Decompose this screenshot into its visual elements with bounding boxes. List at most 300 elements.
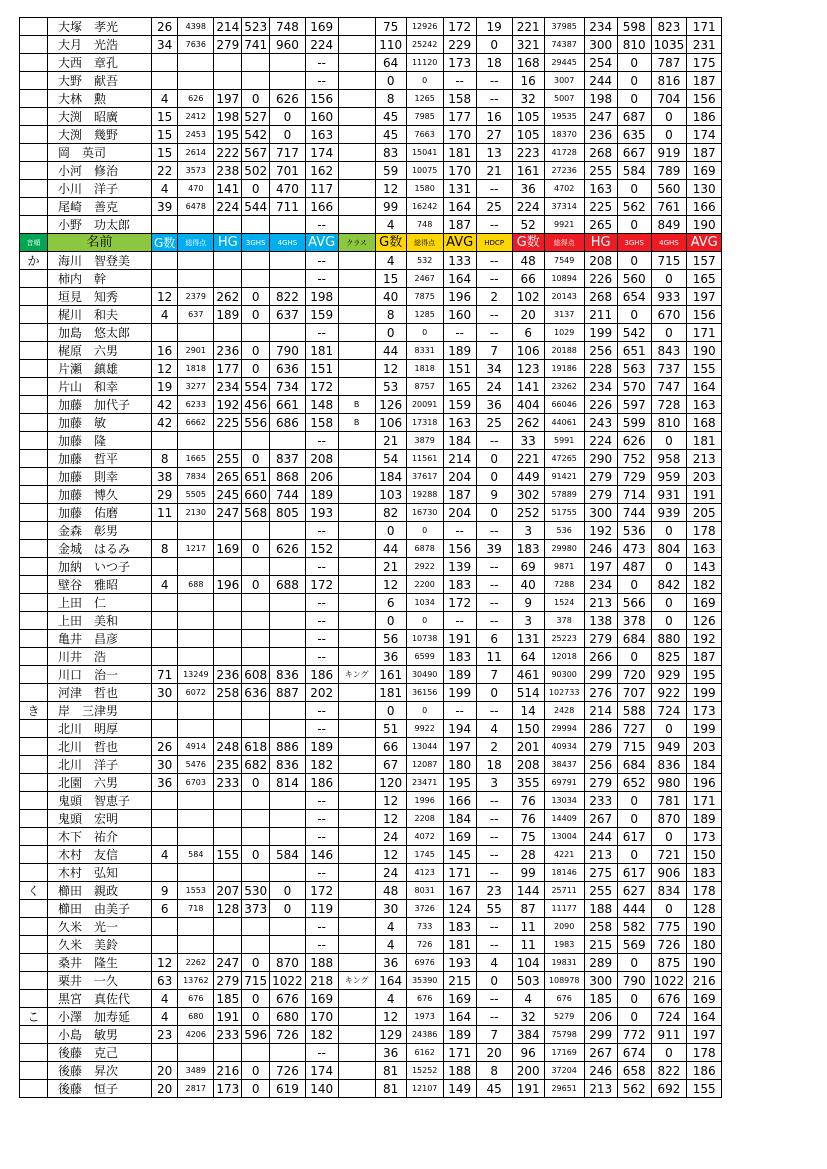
c-total-cell: 75798 (544, 1026, 584, 1044)
c-avg-cell: 203 (687, 468, 722, 486)
name-cell: 木村 友信 (48, 846, 152, 864)
class-cell (338, 450, 375, 468)
initial-cell (20, 648, 48, 666)
initial-cell (20, 810, 48, 828)
a-4ghs-cell: 676 (270, 990, 306, 1008)
c-games-cell: 52 (512, 216, 544, 234)
a-4ghs-cell: 0 (270, 900, 306, 918)
a-avg-cell: 174 (305, 1062, 338, 1080)
table-row (20, 162, 722, 180)
a-total-cell: 6478 (178, 198, 214, 216)
c-hg-cell: 279 (584, 468, 617, 486)
a-hg-cell (214, 612, 242, 630)
c-avg-cell: 163 (687, 540, 722, 558)
c-3ghs-cell: 598 (617, 18, 651, 36)
c-4ghs-cell: 670 (651, 306, 687, 324)
table-row (20, 324, 722, 342)
c-games-cell: 223 (512, 144, 544, 162)
b-games-cell: 0 (375, 522, 406, 540)
a-hg-cell (214, 936, 242, 954)
a-games-cell: 11 (152, 504, 178, 522)
b-avg-cell: 171 (443, 1044, 476, 1062)
c-avg-cell: 126 (687, 612, 722, 630)
b-total-cell: 726 (406, 936, 443, 954)
c-hg-cell: 289 (584, 954, 617, 972)
c-3ghs-cell: 597 (617, 396, 651, 414)
a-avg-cell: 189 (305, 486, 338, 504)
class-cell (338, 72, 375, 90)
c-avg-cell: 195 (687, 666, 722, 684)
c-games-cell: 105 (512, 126, 544, 144)
a-games-cell: 22 (152, 162, 178, 180)
a-4ghs-cell: 734 (270, 378, 306, 396)
table-row (20, 792, 722, 810)
a-hg-cell: 173 (214, 1080, 242, 1098)
a-games-cell (152, 594, 178, 612)
b-total-cell: 1034 (406, 594, 443, 612)
a-total-cell: 13249 (178, 666, 214, 684)
a-hg-cell: 245 (214, 486, 242, 504)
table-row (20, 576, 722, 594)
b-hdcp-cell: 25 (476, 414, 512, 432)
a-total-cell (178, 324, 214, 342)
b-avg-cell: 167 (443, 882, 476, 900)
a-hg-cell: 191 (214, 1008, 242, 1026)
c-avg-cell: 169 (687, 990, 722, 1008)
table-row (20, 432, 722, 450)
b-total-cell: 0 (406, 72, 443, 90)
b-total-cell: 1996 (406, 792, 443, 810)
a-4ghs-cell: 470 (270, 180, 306, 198)
class-cell (338, 1044, 375, 1062)
name-cell: 梶川 和夫 (48, 306, 152, 324)
a-4ghs-cell: 887 (270, 684, 306, 702)
a-games-cell: 26 (152, 18, 178, 36)
a-avg-cell: 169 (305, 990, 338, 1008)
c-total-cell: 38437 (544, 756, 584, 774)
table-row (20, 648, 722, 666)
a-games-cell: 23 (152, 1026, 178, 1044)
name-cell: 鬼頭 宏明 (48, 810, 152, 828)
name-cell: 後藤 恒子 (48, 1080, 152, 1098)
class-cell (338, 630, 375, 648)
a-4ghs-cell: 584 (270, 846, 306, 864)
c-4ghs-cell: 0 (651, 126, 687, 144)
c-total-cell: 19831 (544, 954, 584, 972)
b-hdcp-cell: 13 (476, 144, 512, 162)
c-hg-cell: 290 (584, 450, 617, 468)
a-avg-cell: 224 (305, 36, 338, 54)
initial-cell (20, 774, 48, 792)
a-games-cell: 4 (152, 576, 178, 594)
b-games-cell: 56 (375, 630, 406, 648)
b-total-cell: 12926 (406, 18, 443, 36)
b-hdcp-cell: 21 (476, 162, 512, 180)
c-games-cell: 514 (512, 684, 544, 702)
b-avg-cell: 169 (443, 990, 476, 1008)
c-hg-cell: 197 (584, 558, 617, 576)
a-hg-cell: 225 (214, 414, 242, 432)
b-games-cell: 48 (375, 882, 406, 900)
c-3ghs-cell: 714 (617, 486, 651, 504)
c-3ghs-cell: 744 (617, 504, 651, 522)
c-4ghs-cell: 0 (651, 900, 687, 918)
c-4ghs-cell: 842 (651, 576, 687, 594)
a-total-cell (178, 792, 214, 810)
b-avg-cell: 149 (443, 1080, 476, 1098)
a-total-cell: 718 (178, 900, 214, 918)
c-4ghs-cell: 737 (651, 360, 687, 378)
b-avg-cell: 181 (443, 936, 476, 954)
a-games-cell: 16 (152, 342, 178, 360)
b-games-cell: 12 (375, 810, 406, 828)
b-total-cell: 16242 (406, 198, 443, 216)
name-cell: 北園 六男 (48, 774, 152, 792)
initial-cell (20, 918, 48, 936)
b-games-cell: 0 (375, 324, 406, 342)
b-avg-cell: 164 (443, 198, 476, 216)
a-hg-cell: 192 (214, 396, 242, 414)
b-hdcp-cell: 27 (476, 126, 512, 144)
table-row (20, 36, 722, 54)
a-3ghs-cell (242, 72, 270, 90)
class-cell (338, 594, 375, 612)
b-total-cell: 1973 (406, 1008, 443, 1026)
a-avg-cell: -- (305, 720, 338, 738)
c-games-cell: 503 (512, 972, 544, 990)
a-games-cell (152, 324, 178, 342)
c-hg-cell: 256 (584, 756, 617, 774)
class-cell (338, 252, 375, 270)
a-hg-cell (214, 54, 242, 72)
c-3ghs-cell: 582 (617, 918, 651, 936)
c-games-cell: 404 (512, 396, 544, 414)
name-cell: 片山 和幸 (48, 378, 152, 396)
a-avg-cell: 166 (305, 198, 338, 216)
initial-cell (20, 378, 48, 396)
c-4ghs-cell: 1035 (651, 36, 687, 54)
c-total-cell: 3137 (544, 306, 584, 324)
a-games-cell: 20 (152, 1080, 178, 1098)
a-avg-cell: -- (305, 810, 338, 828)
a-4ghs-cell (270, 594, 306, 612)
a-games-cell (152, 936, 178, 954)
a-3ghs-cell: 502 (242, 162, 270, 180)
c-4ghs-cell: 0 (651, 432, 687, 450)
name-cell: 岸 三津男 (48, 702, 152, 720)
a-4ghs-cell (270, 72, 306, 90)
c-games-cell: 123 (512, 360, 544, 378)
a-total-cell: 2262 (178, 954, 214, 972)
c-avg-cell: 180 (687, 936, 722, 954)
header-b-avg-cell: AVG (443, 234, 476, 252)
b-games-cell: 36 (375, 1044, 406, 1062)
b-total-cell: 35390 (406, 972, 443, 990)
b-games-cell: 181 (375, 684, 406, 702)
c-avg-cell: 169 (687, 162, 722, 180)
header-c-games-cell: G数 (512, 234, 544, 252)
b-games-cell: 129 (375, 1026, 406, 1044)
a-3ghs-cell: 715 (242, 972, 270, 990)
b-games-cell: 24 (375, 864, 406, 882)
c-total-cell: 37314 (544, 198, 584, 216)
a-hg-cell: 185 (214, 990, 242, 1008)
a-hg-cell: 233 (214, 1026, 242, 1044)
b-games-cell: 4 (375, 990, 406, 1008)
header-a-4ghs-cell: 4GHS (270, 234, 306, 252)
c-3ghs-cell: 0 (617, 306, 651, 324)
c-hg-cell: 279 (584, 774, 617, 792)
initial-cell (20, 864, 48, 882)
a-hg-cell (214, 630, 242, 648)
c-3ghs-cell: 444 (617, 900, 651, 918)
c-avg-cell: 181 (687, 432, 722, 450)
header-a-hg-cell: HG (214, 234, 242, 252)
b-total-cell: 10075 (406, 162, 443, 180)
initial-cell (20, 990, 48, 1008)
a-hg-cell (214, 702, 242, 720)
c-total-cell: 13034 (544, 792, 584, 810)
name-cell: 小島 敏男 (48, 1026, 152, 1044)
a-hg-cell: 214 (214, 18, 242, 36)
b-avg-cell: 184 (443, 810, 476, 828)
c-games-cell: 3 (512, 522, 544, 540)
a-3ghs-cell: 0 (242, 990, 270, 1008)
b-games-cell: 12 (375, 846, 406, 864)
b-games-cell: 164 (375, 972, 406, 990)
class-cell (338, 540, 375, 558)
c-total-cell: 69791 (544, 774, 584, 792)
a-games-cell (152, 54, 178, 72)
a-hg-cell: 238 (214, 162, 242, 180)
initial-cell (20, 306, 48, 324)
a-avg-cell: 172 (305, 378, 338, 396)
c-4ghs-cell: 906 (651, 864, 687, 882)
a-3ghs-cell: 523 (242, 18, 270, 36)
bowling-score-table (19, 17, 722, 1098)
b-total-cell: 8757 (406, 378, 443, 396)
b-avg-cell: 124 (443, 900, 476, 918)
c-games-cell: 150 (512, 720, 544, 738)
c-avg-cell: 168 (687, 414, 722, 432)
b-hdcp-cell: 34 (476, 360, 512, 378)
c-total-cell: 5991 (544, 432, 584, 450)
b-games-cell: 12 (375, 180, 406, 198)
class-cell (338, 1062, 375, 1080)
c-total-cell: 7549 (544, 252, 584, 270)
initial-cell (20, 936, 48, 954)
class-cell (338, 378, 375, 396)
a-total-cell: 1665 (178, 450, 214, 468)
c-games-cell: 64 (512, 648, 544, 666)
class-cell: B (338, 414, 375, 432)
c-4ghs-cell: 810 (651, 414, 687, 432)
name-cell: 後藤 克己 (48, 1044, 152, 1062)
a-total-cell: 3489 (178, 1062, 214, 1080)
a-avg-cell: -- (305, 72, 338, 90)
a-3ghs-cell: 0 (242, 1008, 270, 1026)
name-cell: 大渕 幾野 (48, 126, 152, 144)
a-total-cell: 7636 (178, 36, 214, 54)
a-4ghs-cell: 661 (270, 396, 306, 414)
a-4ghs-cell (270, 612, 306, 630)
a-hg-cell: 258 (214, 684, 242, 702)
a-3ghs-cell (242, 324, 270, 342)
a-3ghs-cell (242, 54, 270, 72)
a-total-cell (178, 594, 214, 612)
a-avg-cell: -- (305, 918, 338, 936)
b-hdcp-cell: -- (476, 306, 512, 324)
c-avg-cell: 173 (687, 702, 722, 720)
a-total-cell: 1818 (178, 360, 214, 378)
b-avg-cell: 204 (443, 504, 476, 522)
a-avg-cell: 160 (305, 108, 338, 126)
class-cell (338, 612, 375, 630)
a-4ghs-cell: 688 (270, 576, 306, 594)
a-3ghs-cell: 456 (242, 396, 270, 414)
a-3ghs-cell: 741 (242, 36, 270, 54)
c-3ghs-cell: 654 (617, 288, 651, 306)
name-cell: 梶原 六男 (48, 342, 152, 360)
table-row (20, 1008, 722, 1026)
table-row (20, 828, 722, 846)
a-total-cell (178, 72, 214, 90)
a-3ghs-cell: 618 (242, 738, 270, 756)
initial-cell: か (20, 252, 48, 270)
c-total-cell: 66046 (544, 396, 584, 414)
c-hg-cell: 208 (584, 252, 617, 270)
name-cell: 柿内 幹 (48, 270, 152, 288)
c-4ghs-cell: 875 (651, 954, 687, 972)
table-row (20, 486, 722, 504)
b-avg-cell: 188 (443, 1062, 476, 1080)
table-row (20, 288, 722, 306)
b-avg-cell: 172 (443, 594, 476, 612)
c-4ghs-cell: 958 (651, 450, 687, 468)
c-3ghs-cell: 0 (617, 90, 651, 108)
c-4ghs-cell: 0 (651, 1044, 687, 1062)
c-avg-cell: 157 (687, 252, 722, 270)
a-3ghs-cell (242, 270, 270, 288)
name-cell: 壁谷 雅昭 (48, 576, 152, 594)
a-avg-cell: 159 (305, 306, 338, 324)
initial-cell (20, 504, 48, 522)
name-cell: 加藤 加代子 (48, 396, 152, 414)
c-games-cell: 355 (512, 774, 544, 792)
c-3ghs-cell: 772 (617, 1026, 651, 1044)
c-4ghs-cell: 911 (651, 1026, 687, 1044)
initial-cell (20, 954, 48, 972)
b-games-cell: 126 (375, 396, 406, 414)
a-games-cell (152, 918, 178, 936)
b-total-cell: 3879 (406, 432, 443, 450)
a-total-cell: 676 (178, 990, 214, 1008)
c-total-cell: 2428 (544, 702, 584, 720)
a-4ghs-cell: 0 (270, 108, 306, 126)
c-hg-cell: 198 (584, 90, 617, 108)
a-4ghs-cell (270, 54, 306, 72)
c-games-cell: 461 (512, 666, 544, 684)
c-3ghs-cell: 599 (617, 414, 651, 432)
table-row (20, 504, 722, 522)
b-avg-cell: 183 (443, 918, 476, 936)
class-cell (338, 558, 375, 576)
class-cell (338, 576, 375, 594)
name-cell: 黒宮 真佐代 (48, 990, 152, 1008)
b-total-cell: 1285 (406, 306, 443, 324)
initial-cell (20, 1080, 48, 1098)
c-3ghs-cell: 584 (617, 162, 651, 180)
c-4ghs-cell: 939 (651, 504, 687, 522)
c-total-cell: 29651 (544, 1080, 584, 1098)
a-avg-cell: -- (305, 1044, 338, 1062)
a-avg-cell: -- (305, 522, 338, 540)
a-hg-cell (214, 828, 242, 846)
b-hdcp-cell: -- (476, 90, 512, 108)
c-3ghs-cell: 0 (617, 180, 651, 198)
c-4ghs-cell: 728 (651, 396, 687, 414)
b-hdcp-cell: 7 (476, 666, 512, 684)
a-avg-cell: 119 (305, 900, 338, 918)
a-total-cell (178, 1044, 214, 1062)
a-3ghs-cell: 567 (242, 144, 270, 162)
a-4ghs-cell: 886 (270, 738, 306, 756)
a-3ghs-cell (242, 558, 270, 576)
name-cell: 後藤 昇次 (48, 1062, 152, 1080)
a-4ghs-cell: 626 (270, 540, 306, 558)
name-cell: 小野 功太郎 (48, 216, 152, 234)
c-3ghs-cell: 0 (617, 846, 651, 864)
c-4ghs-cell: 959 (651, 468, 687, 486)
c-hg-cell: 226 (584, 270, 617, 288)
c-3ghs-cell: 0 (617, 252, 651, 270)
a-games-cell: 15 (152, 108, 178, 126)
initial-cell (20, 288, 48, 306)
a-games-cell (152, 270, 178, 288)
initial-cell (20, 1044, 48, 1062)
class-cell (338, 486, 375, 504)
c-avg-cell: 186 (687, 108, 722, 126)
c-total-cell: 2090 (544, 918, 584, 936)
table-row (20, 558, 722, 576)
a-games-cell: 8 (152, 540, 178, 558)
a-4ghs-cell: 717 (270, 144, 306, 162)
b-games-cell: 4 (375, 252, 406, 270)
a-avg-cell: 172 (305, 882, 338, 900)
c-hg-cell: 246 (584, 1062, 617, 1080)
c-games-cell: 221 (512, 450, 544, 468)
a-4ghs-cell (270, 918, 306, 936)
b-total-cell: 15252 (406, 1062, 443, 1080)
a-3ghs-cell (242, 594, 270, 612)
b-avg-cell: -- (443, 522, 476, 540)
c-3ghs-cell: 0 (617, 648, 651, 666)
b-hdcp-cell: -- (476, 252, 512, 270)
b-hdcp-cell: -- (476, 270, 512, 288)
b-hdcp-cell: 0 (476, 450, 512, 468)
a-4ghs-cell: 822 (270, 288, 306, 306)
c-3ghs-cell: 617 (617, 828, 651, 846)
a-total-cell: 2614 (178, 144, 214, 162)
c-hg-cell: 268 (584, 144, 617, 162)
b-avg-cell: 131 (443, 180, 476, 198)
b-total-cell: 4072 (406, 828, 443, 846)
a-avg-cell: -- (305, 792, 338, 810)
c-games-cell: 131 (512, 630, 544, 648)
table-row (20, 720, 722, 738)
c-hg-cell: 234 (584, 18, 617, 36)
c-total-cell: 9871 (544, 558, 584, 576)
